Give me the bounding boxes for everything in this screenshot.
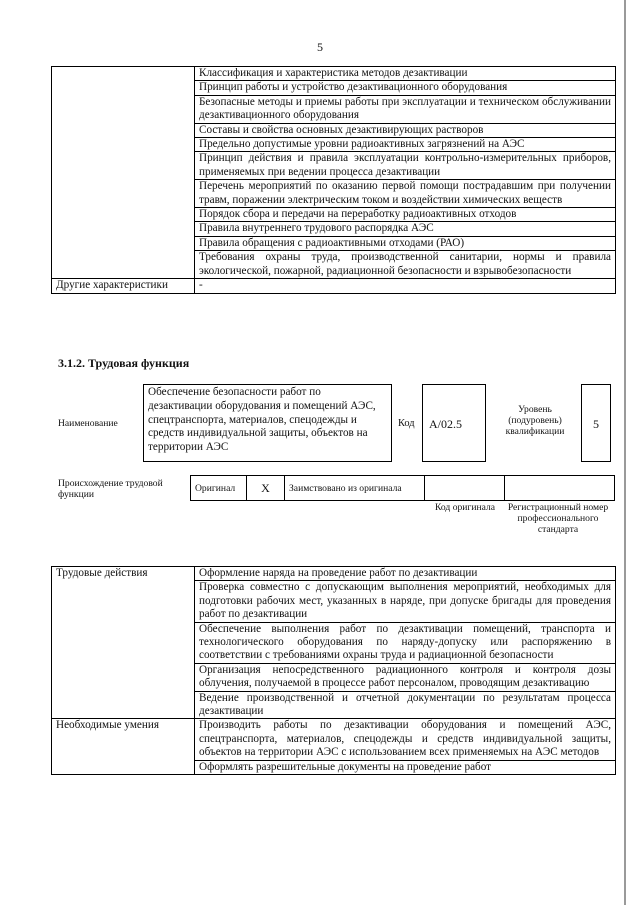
labor-action-item: Ведение производственной и отчетной документации по результатам процесса дезактивации — [195, 691, 616, 719]
page-edge — [624, 0, 626, 905]
labor-action-item: Организация непосредственного радиационного контроля и контроля дозы облучения, получаемой в процессе работ персоналом, проводящим дезактивацию — [195, 663, 616, 691]
labor-action-item: Проверка совместно с допускающим выполнения мероприятий, необходимых для подготовки рабочих мест, указанных в наряде, при допуске бригады для проведения работ по дезактивации — [195, 581, 616, 622]
knowledge-item: Принцип работы и устройство дезактивационного оборудования — [195, 81, 616, 95]
original-label: Оригинал — [191, 476, 247, 501]
knowledge-item: Составы и свойства основных дезактивирующих растворов — [195, 123, 616, 137]
labor-action-item: Обеспечение выполнения работ по дезактивации помещений, транспорта и технологического оборудования по наряду-допуску или распоряжению в соответствии с требованиями охраны труда и радиационной безопасности — [195, 622, 616, 663]
knowledge-item: Перечень мероприятий по оказанию первой помощи пострадавшим при получении травм, поражении электрическим током и воздействии химических веществ — [195, 180, 616, 208]
borrowed-label: Заимствовано из оригинала — [285, 476, 425, 501]
function-code-box — [422, 384, 486, 462]
original-code-cell — [425, 476, 505, 501]
code-label: Код — [398, 418, 415, 429]
function-name-box: Обеспечение безопасности работ по дезактивации оборудования и помещений АЭС, спецтранспорта, материалов, спецодежды и средств индивидуальной защиты, объектов на территории АЭС — [143, 384, 392, 462]
labor-actions-label: Трудовые действия — [52, 567, 195, 719]
other-characteristics-label: Другие характеристики — [52, 279, 195, 293]
knowledge-item: Правила обращения с радиоактивными отходами (РАО) — [195, 236, 616, 250]
required-skills-label: Необходимые умения — [52, 719, 195, 775]
table-row — [52, 67, 616, 81]
knowledge-item: Принцип действия и правила эксплуатации контрольно-измерительных приборов, применяемых при ведении процесса дезактивации — [195, 152, 616, 180]
qualification-level-label: Уровень (подуровень) квалификации — [505, 404, 565, 437]
knowledge-item: Порядок сбора и передачи на переработку радиоактивных отходов — [195, 208, 616, 222]
origin-label: Происхождение трудовой функции — [58, 478, 163, 500]
knowledge-table — [51, 66, 616, 294]
knowledge-item: Правила внутреннего трудового распорядка АЭС — [195, 222, 616, 236]
skill-item: Производить работы по дезактивации оборудования и помещений АЭС, спецтранспорта, материалов, спецодежды и средств индивидуальной защиты, объектов на территории АЭС с использованием всех применяемых на АЭС методов — [195, 719, 616, 760]
table-row — [52, 567, 616, 581]
section-title: 3.1.2. Трудовая функция — [58, 356, 190, 370]
registration-number-cell — [505, 476, 615, 501]
qualification-level-value: 5 — [593, 417, 599, 431]
table-row — [191, 476, 615, 501]
knowledge-item: Требования охраны труда, производственной санитарии, нормы и правила экологической, пожарной, радиационной безопасности и взрывобезопасности — [195, 251, 616, 279]
original-code-caption: Код оригинала — [434, 502, 496, 513]
knowledge-label-cell — [52, 67, 195, 279]
name-label: Наименование — [58, 418, 118, 429]
original-mark: X — [247, 476, 285, 501]
other-characteristics-value: - — [195, 279, 616, 293]
knowledge-item: Безопасные методы и приемы работы при эксплуатации и техническом обслуживании дезактивационного оборудования — [195, 95, 616, 123]
page-number: 5 — [317, 40, 323, 54]
actions-skills-table — [51, 566, 616, 775]
function-code-value: А/02.5 — [429, 417, 462, 431]
qualification-level-box — [581, 384, 611, 462]
registration-number-caption: Регистрационный номер профессионального стандарта — [507, 502, 609, 535]
table-row — [52, 719, 616, 760]
knowledge-item: Предельно допустимые уровни радиоактивных загрязнений на АЭС — [195, 138, 616, 152]
skill-item: Оформлять разрешительные документы на проведение работ — [195, 760, 616, 774]
table-row — [52, 279, 616, 293]
knowledge-item: Классификация и характеристика методов дезактивации — [195, 67, 616, 81]
labor-action-item: Оформление наряда на проведение работ по дезактивации — [195, 567, 616, 581]
origin-table — [190, 475, 615, 501]
